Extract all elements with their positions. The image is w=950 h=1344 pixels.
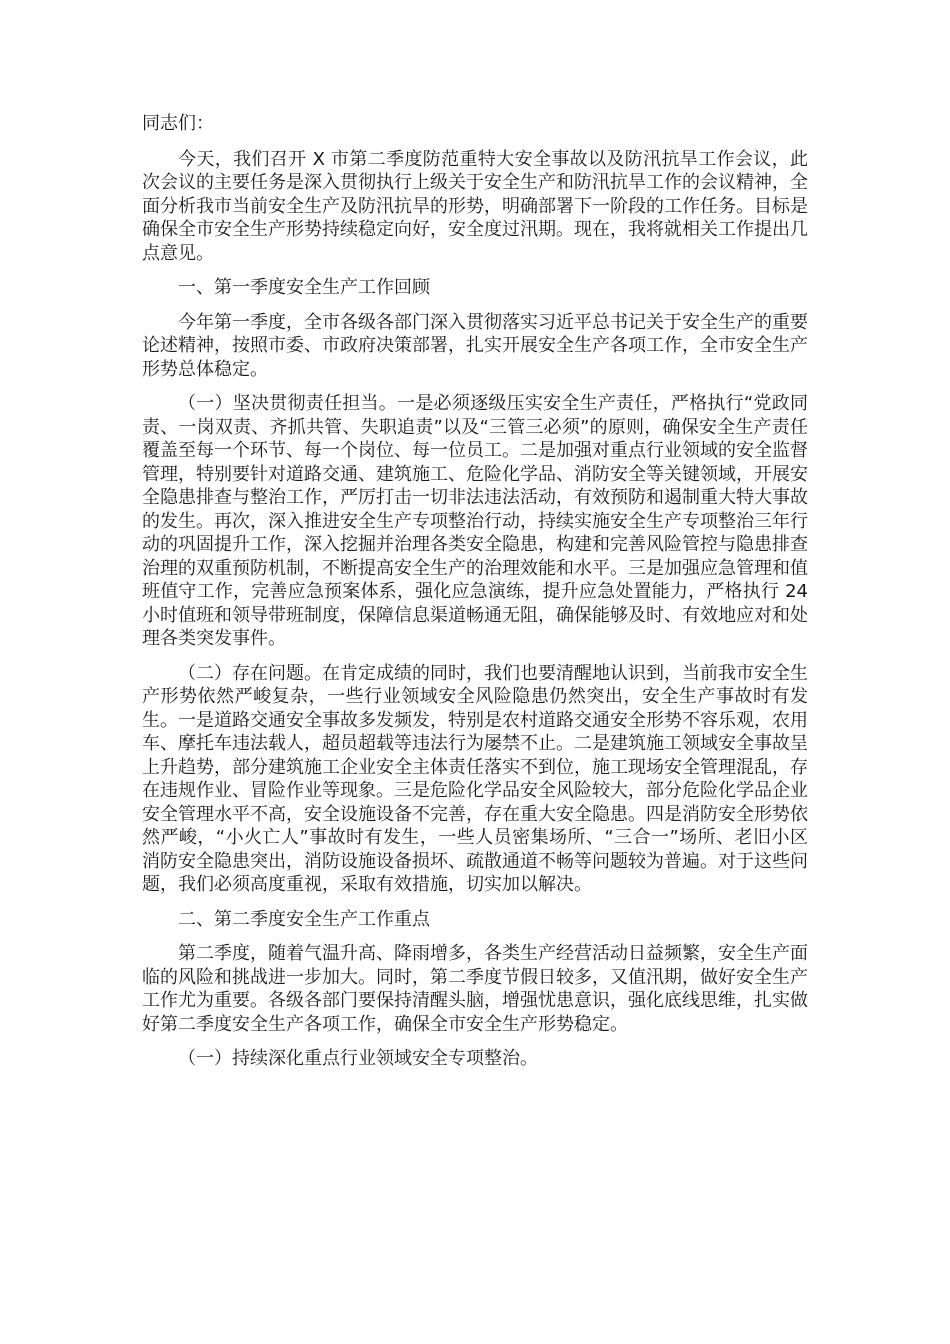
section-heading-2: 二、第二季度安全生产工作重点 <box>178 908 430 930</box>
salutation: 同志们： <box>142 113 214 134</box>
paragraph-intro: 今天，我们召开 X 市第二季度防范重特大安全事故以及防汛抗旱工作会议，此次会议的主要任务是深入贯彻执行上级关于安全生产和防汛抗旱工作的会议精神，全面分析我市当前安全生产及防汛抗旱的形势，明确部署下一阶段的工作任务。目标是确保全市安全生产形势持续稳定向好，安全度过汛期。现在，我将就相关工作提出几点意见。 <box>142 148 808 264</box>
section-heading-1: 一、第一季度安全生产工作回顾 <box>178 277 430 298</box>
document-page <box>142 112 808 1082</box>
paragraph-q2-focus: 第二季度，随着气温升高、降雨增多，各类生产经营活动日益频繁，安全生产面临的风险和挑战进一步加大。同时，第二季度节假日较多，又值汛期，做好安全生产工作尤为重要。各级各部门要保持清醒头脑，增强忧患意识，强化底线思维，扎实做好第二季度安全生产各项工作，确保全市安全生产形势稳定。 <box>142 943 808 1035</box>
subsection-heading-2-1: （一）持续深化重点行业领域安全专项整治。 <box>178 1048 538 1069</box>
paragraph-responsibility: （一）坚决贯彻责任担当。一是必须逐级压实安全生产责任，严格执行“党政同责、一岗双责、齐抓共管、失职追责”以及“三管三必须”的原则，确保安全生产责任覆盖至每一个环节、每一个岗位、每一位员工。二是加强对重点行业领域的安全监督管理，特别要针对道路交通、建筑施工、危险化学品、消防安全等关键领域，开展安全隐患排查与整治工作，严厉打击一切非法违法活动，有效预防和遏制重大特大事故的发生。再次，深入推进安全生产专项整治行动，持续实施安全生产专项整治三年行动的巩固提升工作，深入挖掘并治理各类安全隐患，构建和完善风险管控与隐患排查治理的双重预防机制，不断提高安全生产的治理效能和水平。三是加强应急管理和值班值守工作，完善应急预案体系，强化应急演练，提升应急处置能力，严格执行 24 小时值班和领导带班制度，保障信息渠道畅通无阻，确保能够及时、有效地应对和处理各类突发事件。 <box>142 393 808 649</box>
paragraph-q1-review: 今年第一季度，全市各级各部门深入贯彻落实习近平总书记关于安全生产的重要论述精神，按照市委、市政府决策部署，扎实开展安全生产各项工作，全市安全生产形势总体稳定。 <box>142 311 808 380</box>
paragraph-problems: （二）存在问题。在肯定成绩的同时，我们也要清醒地认识到，当前我市安全生产形势依然严峻复杂，一些行业领域安全风险隐患仍然突出，安全生产事故时有发生。一是道路交通安全事故多发频发，特别是农村道路交通安全形势不容乐观，农用车、摩托车违法载人，超员超载等违法行为屡禁不止。二是建筑施工领域安全事故呈上升趋势，部分建筑施工企业安全主体责任落实不到位，施工现场安全管理混乱，存在违规作业、冒险作业等现象。三是危险化学品安全风险较大，部分危险化学品企业安全管理水平不高，安全设施设备不完善，存在重大安全隐患。四是消防安全形势依然严峻，“小火亡人”事故时有发生，一些人员密集场所、“三合一”场所、老旧小区消防安全隐患突出，消防设施设备损坏、疏散通道不畅等问题较为普遍。对于这些问题，我们必须高度重视，采取有效措施，切实加以解决。 <box>142 662 808 895</box>
